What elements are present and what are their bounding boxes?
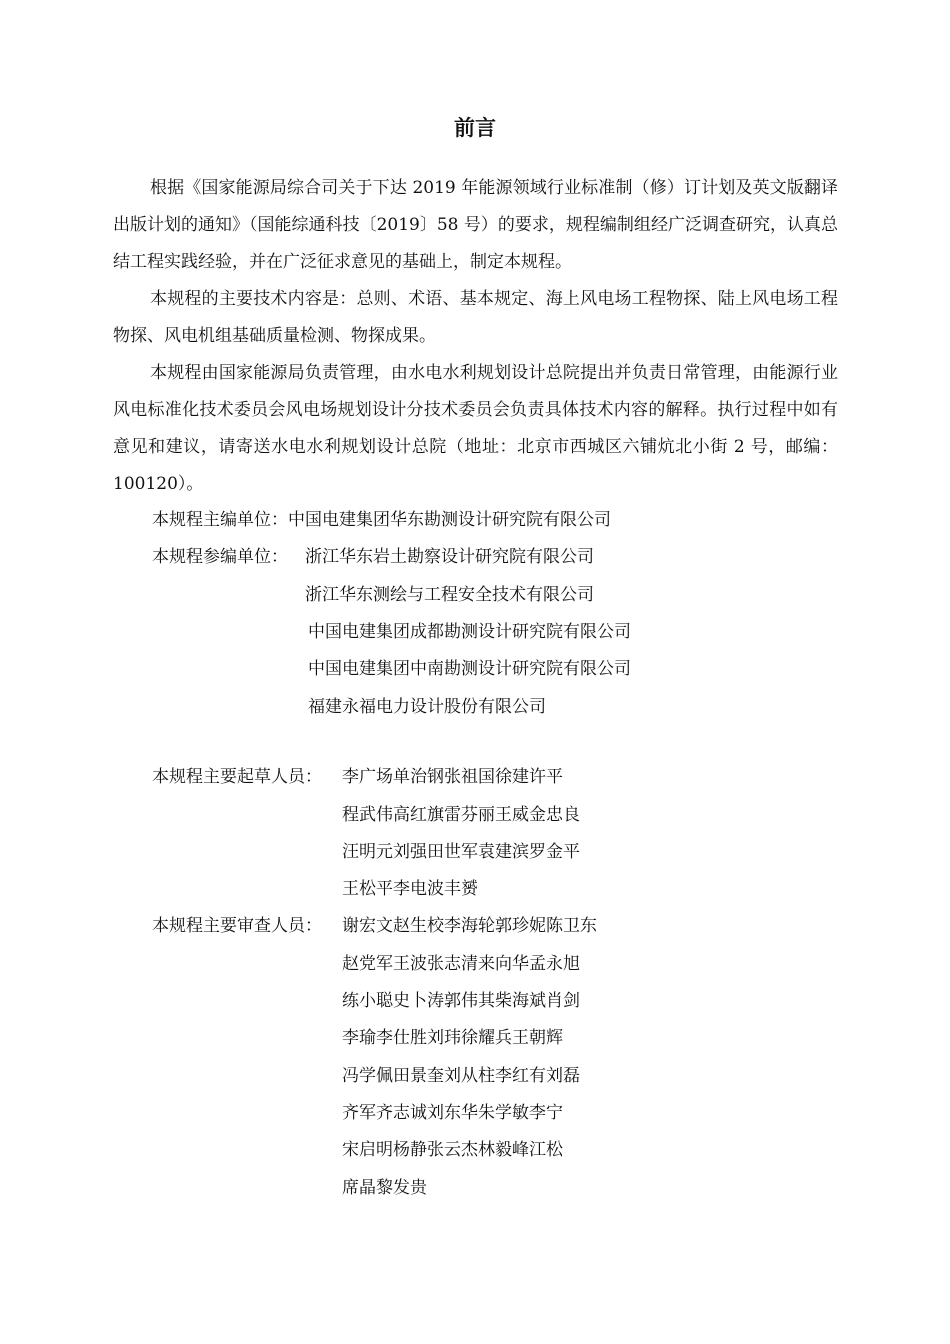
chief-unit-label: 本规程主编单位： [152, 510, 288, 530]
participating-units-label: 本规程参编单位： [152, 547, 288, 567]
reviewers-line: 李瑜李仕胜刘玮徐耀兵王朝辉 [342, 1028, 563, 1048]
reviewers-line: 席晶黎发贵 [342, 1178, 427, 1198]
drafters-label: 本规程主要起草人员： [152, 767, 322, 787]
participating-unit: 中国电建集团中南勘测设计研究院有限公司 [308, 659, 631, 679]
chief-unit-value: 中国电建集团华东勘测设计研究院有限公司 [288, 510, 611, 530]
reviewers-line: 练小聪史卜涛郭伟其柴海斌肖剑 [342, 991, 580, 1011]
drafters-line: 程武伟高红旗雷芬丽王威金忠良 [342, 805, 580, 825]
paragraph-contents: 本规程的主要技术内容是：总则、术语、基本规定、海上风电场工程物探、陆上风电场工程物探、风电机组基础质量检测、物探成果。 [113, 289, 838, 346]
participating-unit: 浙江华东测绘与工程安全技术有限公司 [305, 585, 594, 605]
paragraph-basis: 根据《国家能源局综合司关于下达 2019 年能源领域行业标准制（修）订计划及英文版翻译出版计划的通知》（国能综通科技〔2019〕58 号）的要求，规程编制组经广泛调查研究，认真总结工程实践经验，并在广泛征求意见的基础上，制定本规程。 [113, 178, 838, 272]
reviewers-line: 宋启明杨静张云杰林毅峰江松 [342, 1140, 563, 1160]
participating-unit: 福建永福电力设计股份有限公司 [308, 697, 546, 717]
drafters-line: 王松平李电波丰赟 [342, 879, 478, 899]
drafters-line: 汪明元刘强田世军袁建滨罗金平 [342, 842, 580, 862]
reviewers-line: 谢宏文赵生校李海轮郭珍妮陈卫东 [342, 916, 597, 936]
participating-unit: 中国电建集团成都勘测设计研究院有限公司 [308, 622, 631, 642]
drafters-line: 李广场单治钢张祖国徐建许平 [342, 767, 563, 787]
participating-unit: 浙江华东岩土勘察设计研究院有限公司 [305, 547, 594, 567]
reviewers-label: 本规程主要审查人员： [152, 916, 322, 936]
paragraph-management: 本规程由国家能源局负责管理，由水电水利规划设计总院提出并负责日常管理，由能源行业风电标准化技术委员会风电场规划设计分技术委员会负责具体技术内容的解释。执行过程中如有意见和建议，请寄送水电水利规划设计总院（地址：北京市西城区六铺炕北小街 2 号，邮编：100120）。 [113, 363, 838, 494]
reviewers-line: 冯学佩田景奎刘从柱李红有刘磊 [342, 1066, 580, 1086]
reviewers-line: 齐军齐志诚刘东华朱学敏李宁 [342, 1103, 563, 1123]
page-title: 前言 [454, 116, 496, 140]
reviewers-line: 赵党军王波张志清来向华孟永旭 [342, 954, 580, 974]
